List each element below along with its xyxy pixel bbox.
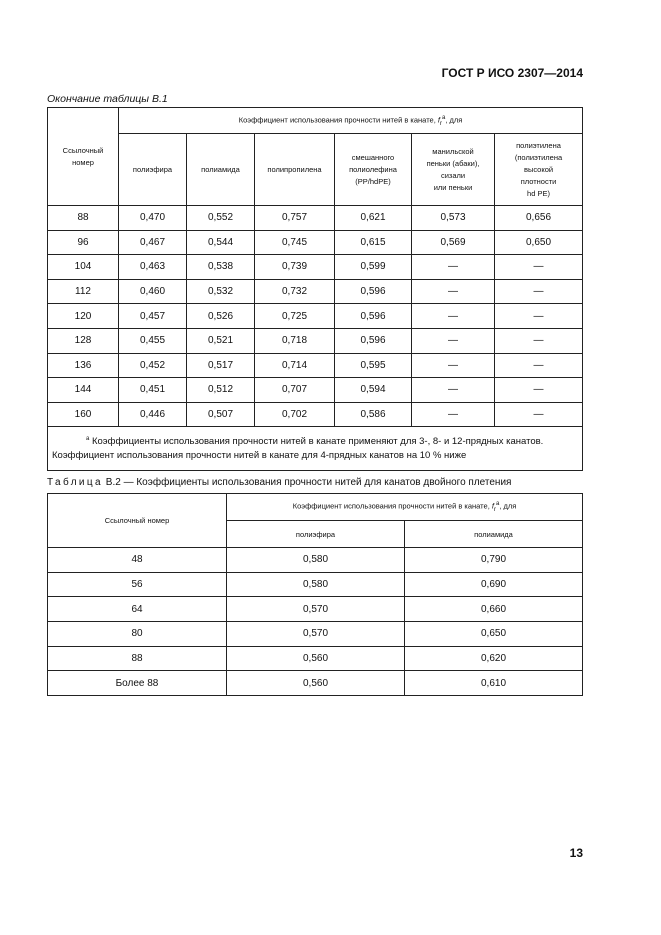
coefficient-cell: 0,650 — [405, 622, 583, 647]
ref-number-cell: 160 — [48, 402, 119, 427]
table-row — [48, 597, 583, 622]
coefficient-cell: 0,596 — [335, 279, 412, 304]
ref-number-cell: 144 — [48, 378, 119, 403]
column-header — [495, 134, 583, 206]
ref-header-line: номер — [72, 157, 94, 167]
column-header-line: hd PE) — [527, 188, 550, 198]
coefficient-cell: — — [495, 255, 583, 280]
coefficient-cell: 0,569 — [412, 230, 495, 255]
table-row — [48, 646, 583, 671]
coefficient-cell: 0,457 — [119, 304, 187, 329]
symbol-f: f — [491, 501, 494, 511]
ref-number-cell: 136 — [48, 353, 119, 378]
coefficient-cell: 0,560 — [227, 671, 405, 696]
coefficient-cell: 0,526 — [187, 304, 255, 329]
document-code: ГОСТ Р ИСО 2307—2014 — [441, 66, 583, 80]
coefficient-cell: 0,725 — [255, 304, 335, 329]
coefficient-cell: 0,656 — [495, 206, 583, 231]
ref-number-cell: 88 — [48, 206, 119, 231]
symbol-f: f — [437, 115, 440, 124]
coefficient-cell: 0,596 — [335, 304, 412, 329]
coefficient-group-header — [227, 494, 583, 521]
group-header-suffix: , для — [445, 115, 463, 124]
coefficient-cell: — — [412, 402, 495, 427]
coefficient-cell: — — [412, 378, 495, 403]
coefficient-group-header — [119, 108, 583, 134]
coefficient-cell: 0,470 — [119, 206, 187, 231]
footnote-mark: a — [86, 436, 90, 443]
coefficient-cell: 0,570 — [227, 622, 405, 647]
table-row — [48, 304, 583, 329]
ref-number-cell: 96 — [48, 230, 119, 255]
coefficient-cell: 0,580 — [227, 548, 405, 573]
ref-number-cell: 56 — [48, 572, 227, 597]
coefficient-cell: — — [495, 304, 583, 329]
table-row — [48, 255, 583, 280]
coefficient-cell: 0,446 — [119, 402, 187, 427]
coefficient-cell: 0,620 — [405, 646, 583, 671]
coefficient-cell: 0,718 — [255, 328, 335, 353]
coefficient-cell: 0,594 — [335, 378, 412, 403]
coefficient-cell: 0,467 — [119, 230, 187, 255]
ref-number-header — [48, 108, 119, 206]
column-header-line: пеньки (абаки), — [426, 158, 480, 168]
table-row — [48, 671, 583, 696]
coefficient-cell: — — [412, 279, 495, 304]
footnote-mark: a — [495, 501, 500, 507]
column-header-line: высокой — [523, 164, 554, 174]
table-row — [48, 353, 583, 378]
symbol-sub: r — [439, 120, 442, 127]
column-header: полиамида — [405, 521, 583, 548]
coefficient-cell: 0,460 — [119, 279, 187, 304]
table-b2 — [47, 493, 583, 696]
ref-number-cell: 88 — [48, 646, 227, 671]
coefficient-cell: — — [412, 328, 495, 353]
coefficient-cell: 0,463 — [119, 255, 187, 280]
coefficient-cell: 0,580 — [227, 572, 405, 597]
ref-number-cell: 128 — [48, 328, 119, 353]
column-header-line: полиэтилена — [516, 140, 561, 150]
coefficient-cell: 0,507 — [187, 402, 255, 427]
coefficient-cell: — — [495, 402, 583, 427]
coefficient-cell: 0,552 — [187, 206, 255, 231]
column-header-line: полипропилена — [267, 164, 322, 174]
ref-header-line: Ссылочный — [62, 145, 104, 155]
table-b2-caption-text: В.2 — Коэффициенты использования прочности нитей для канатов двойного плетения — [103, 477, 512, 488]
table-row — [48, 622, 583, 647]
ref-number-cell: 112 — [48, 279, 119, 304]
coefficient-cell: — — [495, 378, 583, 403]
ref-number-cell: 64 — [48, 597, 227, 622]
group-header-suffix: , для — [499, 501, 517, 511]
coefficient-cell: 0,707 — [255, 378, 335, 403]
table-b1-continuation-label: Окончание таблицы В.1 — [47, 93, 168, 105]
column-header-line: манильской — [432, 146, 474, 156]
coefficient-cell: — — [495, 353, 583, 378]
column-header — [412, 134, 495, 206]
column-header-line: смешанного — [351, 152, 395, 162]
column-header-line: полиэфира — [132, 164, 173, 174]
column-header-line: полиолефина — [349, 164, 397, 174]
coefficient-cell: 0,745 — [255, 230, 335, 255]
coefficient-cell: — — [412, 353, 495, 378]
table-row — [48, 279, 583, 304]
coefficient-cell: 0,532 — [187, 279, 255, 304]
ref-number-cell: 120 — [48, 304, 119, 329]
column-header: полиэфира — [227, 521, 405, 548]
coefficient-cell: — — [412, 255, 495, 280]
coefficient-cell: — — [495, 279, 583, 304]
coefficient-cell: 0,560 — [227, 646, 405, 671]
table-row — [48, 328, 583, 353]
coefficient-cell: 0,739 — [255, 255, 335, 280]
ref-number-cell: 80 — [48, 622, 227, 647]
table-b1 — [47, 107, 583, 471]
column-header-line: полиамида — [201, 164, 240, 174]
column-header-line: плотности — [520, 176, 557, 186]
ref-number-cell: Более 88 — [48, 671, 227, 696]
coefficient-cell: 0,690 — [405, 572, 583, 597]
column-header — [335, 134, 412, 206]
group-header-prefix: Коэффициент использования прочности нитей в канате, — [292, 501, 490, 511]
column-header — [187, 134, 255, 206]
table-row — [48, 572, 583, 597]
coefficient-cell: — — [495, 328, 583, 353]
table-row — [48, 378, 583, 403]
coefficient-cell: 0,455 — [119, 328, 187, 353]
symbol-sub: r — [493, 507, 496, 513]
column-header-line: (PP/hdPE) — [355, 176, 391, 186]
coefficient-cell: 0,544 — [187, 230, 255, 255]
coefficient-cell: 0,596 — [335, 328, 412, 353]
coefficient-cell: 0,573 — [412, 206, 495, 231]
coefficient-cell: 0,512 — [187, 378, 255, 403]
column-header-line: (полиэтилена — [514, 152, 563, 162]
table-row — [48, 230, 583, 255]
coefficient-cell: 0,538 — [187, 255, 255, 280]
table-b1-footnote — [48, 427, 583, 470]
coefficient-cell: 0,650 — [495, 230, 583, 255]
ref-number-header: Ссылочный номер — [48, 494, 227, 548]
column-header — [255, 134, 335, 206]
table-row — [48, 206, 583, 231]
coefficient-cell: 0,610 — [405, 671, 583, 696]
table-b2-caption — [47, 477, 511, 488]
coefficient-cell: 0,615 — [335, 230, 412, 255]
coefficient-cell: 0,660 — [405, 597, 583, 622]
column-header-line: или пеньки — [433, 182, 473, 192]
coefficient-cell: 0,521 — [187, 328, 255, 353]
coefficient-cell: 0,790 — [405, 548, 583, 573]
coefficient-cell: 0,586 — [335, 402, 412, 427]
group-header-prefix: Коэффициент использования прочности нитей в канате, — [238, 115, 436, 124]
footnote-text: Коэффициенты использования прочности нитей в канате применяют для 3-, 8- и 12-прядных канатов. Коэффициент использования прочности нитей в канате для 4-прядных канатов на 10 % ниже — [52, 436, 544, 461]
coefficient-cell: 0,621 — [335, 206, 412, 231]
ref-number-cell: 48 — [48, 548, 227, 573]
coefficient-cell: 0,732 — [255, 279, 335, 304]
coefficient-cell: 0,451 — [119, 378, 187, 403]
coefficient-cell: — — [412, 304, 495, 329]
table-b2-caption-label: Таблица — [47, 477, 104, 488]
column-header-line: сизали — [440, 170, 466, 180]
column-header — [119, 134, 187, 206]
coefficient-cell: 0,452 — [119, 353, 187, 378]
footnote-mark: a — [441, 114, 446, 121]
coefficient-cell: 0,702 — [255, 402, 335, 427]
coefficient-cell: 0,595 — [335, 353, 412, 378]
ref-number-cell: 104 — [48, 255, 119, 280]
table-row — [48, 402, 583, 427]
page-number: 13 — [569, 846, 583, 860]
coefficient-cell: 0,714 — [255, 353, 335, 378]
table-row — [48, 548, 583, 573]
coefficient-cell: 0,757 — [255, 206, 335, 231]
coefficient-cell: 0,517 — [187, 353, 255, 378]
coefficient-cell: 0,570 — [227, 597, 405, 622]
coefficient-cell: 0,599 — [335, 255, 412, 280]
